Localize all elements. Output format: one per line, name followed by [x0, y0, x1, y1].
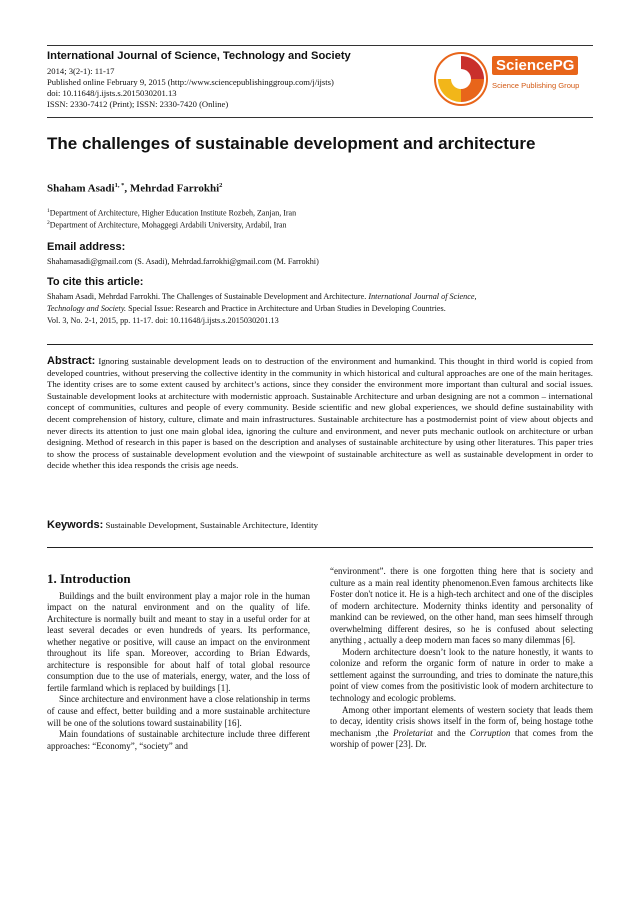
cite-heading: To cite this article:: [47, 276, 144, 288]
affiliation-marker: 2: [47, 220, 50, 226]
keywords: [47, 519, 318, 531]
affiliation-marker: 1: [47, 208, 50, 214]
body-paragraph: Modern architecture doesn’t look to the nature honestly, it wants to colonize and reform the organic form of nature in order to make a settlement against the surrounding, and tries to dominate the nature,this point of view comes from the positivistic look of modern architecture to technology and ecologic problems.: [330, 646, 593, 704]
citation-journal: Technology and Society.: [47, 304, 127, 313]
body-paragraph: “environment”. there is one forgotten thing here that is society and culture as a main real identity phenomenon.Even famous architects like Foster don't notice it. He is a high-tech architect and one of the disciples of modern architecture. Modernity thinks identity and personality of mankind can be reviewed, on the other hand, man sees himself through overwhelming different desires, so he is confused about selecting anything , actually a deep modern man faces so many dilemmas [6].: [330, 566, 593, 646]
email-addresses[interactable]: Shahamasadi@gmail.com (S. Asadi), Mehrdad.farrokhi@gmail.com (M. Farrokhi): [47, 257, 319, 266]
affiliation: [47, 208, 296, 218]
author-list: [47, 182, 222, 195]
paper-title: The challenges of sustainable development and architecture: [47, 134, 536, 153]
body-text: and the: [432, 727, 470, 738]
citation-authors-title: Shaham Asadi, Mehrdad Farrokhi. The Challenges of Sustainable Development and Architecture.: [47, 292, 369, 301]
body-paragraph: Since architecture and environment have a close relationship in terms of cause and effect, better building and a more sustainable architecture will be one of the solutions toward sustainability [16].: [47, 694, 310, 728]
affiliation-text: Department of Architecture, Higher Education Institute Rozbeh, Zanjan, Iran: [49, 208, 297, 218]
citation-line: [47, 303, 446, 315]
affiliation-text: Department of Architecture, Mohaggegi Ardabili University, Ardabil, Iran: [49, 220, 287, 230]
section-heading: 1. Introduction: [47, 571, 131, 586]
sciencepg-logo-icon: [432, 50, 490, 108]
header-top-rule: [47, 45, 593, 46]
body-paragraph: Main foundations of sustainable architecture include three different approaches: “Economy”, “society” and: [47, 729, 310, 751]
author-affiliation-marker: 2: [219, 182, 223, 189]
body-paragraph: [330, 705, 593, 751]
logo-subtitle: Science Publishing Group: [492, 81, 580, 90]
body-column-right: [330, 566, 593, 751]
abstract-bottom-rule: [47, 547, 593, 548]
body-text: Among other important elements of western society that leads them to decay, identity crisis shows itself in the form of, being hostage tothe mechanism ,the: [330, 704, 593, 738]
body-column-left: [47, 573, 310, 752]
citation-doi[interactable]: Vol. 3, No. 2-1, 2015, pp. 11-17. doi: 10.11648/j.ijsts.s.2015030201.13: [47, 316, 279, 325]
keywords-text: Sustainable Development, Sustainable Architecture, Identity: [105, 520, 318, 530]
author-separator: ,: [124, 182, 130, 195]
author-name: Mehrdad Farrokhi: [129, 182, 220, 195]
citation-issue: Special Issue: Research and Practice in Architecture and Urban Studies in Developing Countries.: [126, 304, 446, 313]
sciencepg-logo: [432, 50, 592, 110]
body-paragraph: Buildings and the built environment play a major role in the human impact on the natural environment and on the quality of life. Architecture is normally built and meant to stay in a useful order for at least several decades or even hundreds of years. Its performance, whether negative or positive, will cause an impact on the environment throughout its life span. Moreover, according to Brian Edwards, architecture is responsible for about half of total global resource consumption due to the use of materials, energy, water, and the loss of fertile farmland which is replaced by buildings [1].: [47, 590, 310, 693]
body-text-italic: Corruption: [469, 727, 511, 738]
citation-line: [47, 291, 477, 303]
header-bottom-rule: [47, 117, 593, 118]
body-text: that comes from the worship of power [23]. Dr.: [330, 727, 594, 750]
abstract: [47, 356, 593, 472]
keywords-label: Keywords:: [47, 519, 104, 531]
abstract-text: Ignoring sustainable development leads on to destruction of the environment and humankind. This thought in third world is copied from developed countries, without preserving the collective identity in the community in which historical and cultural approaches are one of the main heritages. The identity crises are to some extent caused by architect’s actions, since they consider the environment more important than cultural and social issues. Sustainable development looks at architecture with modernistic approach. Sustainable Architecture and urban designing are not a common – international concept of communities, cultures and people of every community. Beside scientific and new global experiences, we should define sustainability with decent comprehension of history, culture, climate and main infrastructures. Sustainable architecture has a postmodernist point of view about objects and never directs its attention to just one main global idea, ignoring the culture and environment, and never puts mechanic outlook on architecture or urban designing. Method of research in this paper is based on the description and analyses of sustainable architecture by using other literatures. This paper tries to show the process of sustainable development evolution and the viewpoint of sustainable architecture as well as sustainable development in order to decide whether this idea responds the crisis age needs.: [47, 356, 593, 471]
logo-wordmark: SciencePG: [492, 56, 578, 75]
email-heading: Email address:: [47, 241, 126, 253]
journal-published[interactable]: Published online February 9, 2015 (http://www.sciencepublishinggroup.com/j/ijsts): [47, 77, 334, 87]
journal-doi[interactable]: doi: 10.11648/j.ijsts.s.2015030201.13: [47, 88, 177, 98]
abstract-label: Abstract:: [47, 355, 96, 367]
citation-journal: International Journal of Science,: [368, 292, 477, 301]
body-text-italic: Proletariat: [393, 727, 433, 738]
journal-issue: 2014; 3(2-1): 11-17: [47, 66, 115, 76]
author-affiliation-marker: 1, *: [114, 182, 125, 189]
abstract-top-rule: [47, 344, 593, 345]
affiliation: [47, 220, 287, 230]
journal-issn: ISSN: 2330-7412 (Print); ISSN: 2330-7420 (Online): [47, 99, 229, 109]
author-name: Shaham Asadi: [47, 182, 115, 195]
journal-title: International Journal of Science, Technology and Society: [47, 50, 351, 62]
